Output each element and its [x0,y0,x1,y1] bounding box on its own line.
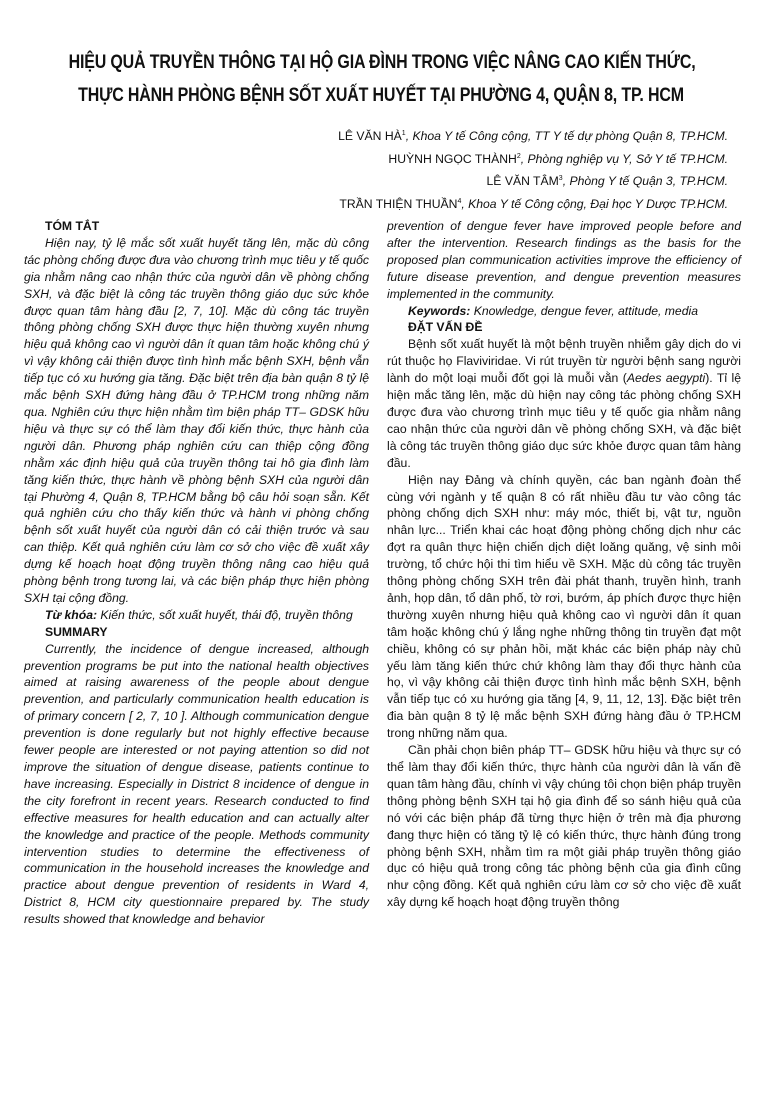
author-2 [338,147,728,170]
author-4 [338,192,728,215]
author-1 [338,124,728,147]
left-column [24,218,369,928]
abstract-en-heading: SUMMARY [45,624,108,639]
keywords-en-text: Knowledge, dengue fever, attitude, media [470,303,698,318]
author-affiliation: , Phòng nghiệp vụ Y, Sở Y tế TP.HCM. [520,151,728,166]
keywords-vi [24,607,369,624]
paper-title [69,46,694,112]
abstract-vi-heading: TÓM TẮT [45,219,100,233]
author-superscript: 3 [558,175,563,183]
abstract-en-body-left: Currently, the incidence of dengue increased, although prevention programs be put into the national health objectives aimed at raising awareness of the people about dengue prevention, and particularly communication health education is of primary concern [ 2, 7, 10 ]. Although communication dengue prevention is done regularly but not highly effective because fewer people are interested or not paying attention so did not improve the situation of dengue disease, patients continue to have increasing. Especially in District 8 incidence of dengue in the city forefront in recent years. Research conducted to find effective measures for health education and can actually alter the knowledge and practice of the people. Methods community intervention studies to determine the effectiveness of communication in the household increases the knowledge and practice about dengue prevention of residents in Ward 4, District 8, HCM city questionnaire prepared by. The study results showed that knowledge and behavior [24,641,369,927]
author-superscript: 4 [457,197,462,205]
keywords-vi-text: Kiến thức, sốt xuất huyết, thái độ, truyền thông [97,607,353,622]
introduction-paragraph-3: Cần phải chọn biên pháp TT– GDSK hữu hiệu và thực sự có thể làm thay đổi kiến thức, thực hành của người dân là vấn đề quan tâm hàng đầu, chính vì vậy chúng tôi chọn biện pháp truyền thông phòng bệnh SXH tại hộ gia đình để so sánh hiệu quả của nó với các biện pháp đã từng thực hiện ở trên mà địa phương đang thực hiện có tăng tỷ lệ có kiến thức, thực hành đúng trong phòng bệnh SXH, nhằm tìm ra một giải pháp truyền thông giáo dục có hiệu quả trong công tác phòng bệnh của gia đình cũng như cộng đồng. Kết quả nghiên cứu làm cơ sở cho việc đề xuất xây dựng kế hoạch hoạt động truyền thông [387,743,741,910]
intro-p1-species: Aedes aegypti [626,371,706,386]
introduction-paragraph-2: Hiện nay Đảng và chính quyền, các ban ngành đoàn thể cùng với ngành y tế quận 8 có rất nhiều đầu tư vào công tác phòng chống dịch SXH như: máy móc, thiết bị, vật tư, nguồn nhân lực... Triển khai các hoạt động phòng chống dịch như các đợt ra quân thực hiện chiến dịch diệt loăng quăng, vệ sinh môi trường, tổ chức hội thi tìm hiểu về SXH. Mặc dù công tác truyền thông phòng chống SXH trên đài phát thanh, truyền hình, tranh ảnh, họp dân, tổ dân phố, tờ rơi, bướm, áp phích được thực hiện thường xuyên nhưng hiệu quả không cao vì người dân ít quan tâm hoặc không chú ý lắng nghe những thông tin truyền đạt một chiều, không có sự phản hồi, mặt khác các biện pháp này chủ yếu làm tăng kiến thức chứ không làm thay đổi thực hành của họ, vì vậy không cải thiện được tình hình mắc bệnh SXH, bệnh vẫn tiếp tục có xu hướng gia tăng [4, 9, 11, 12, 13]. Đặc biệt trên đia bàn quận 8 tỷ lệ mắc bệnh SXH đứng hàng đầu ở TP.HCM trong những năm qua. [387,472,741,741]
author-name: LÊ VĂN HÀ [338,129,402,144]
keywords-en-label: Keywords: [408,303,471,318]
introduction-heading: ĐẶT VẤN ĐỀ [408,320,483,335]
intro-p1-before: Bệnh sốt xuất huyết là một bệnh truyền nhiễm gây dịch do vi rút thuộc họ Flaviviridae. Vi rút truyền từ người bệnh sang người lành do một loại muỗi đốt gọi là muỗi vằn ( [387,337,741,386]
intro-p1-after: ). Tỉ lệ hiện mắc tăng lên, mặc dù hiện nay công tác phòng chống SXH được đưa vào chương trình mục tiêu y tế quốc gia nhằm nâng cao nhận thức của người dân về phòng chống SXH, và đặc biệt là công tác truyền thông giáo dục sức khỏe được quan tâm hàng đầu. [387,371,742,470]
title-line-1: HIỆU QUẢ TRUYỀN THÔNG TẠI HỘ GIA ĐÌNH TRONG VIỆC NÂNG CAO KIẾN THỨC, [68,51,696,73]
author-name: TRẦN THIỆN THUẦN [339,196,458,211]
author-superscript: 1 [401,130,406,137]
author-affiliation: , Khoa Y tế Công cộng, Đại học Y Dược TP.HCM. [461,196,728,211]
author-affiliation: , Khoa Y tế Công cộng, TT Y tế dự phòng Quận 8, TP.HCM. [405,129,728,144]
author-3 [338,169,728,192]
keywords-vi-label: Từ khóa: [45,607,98,622]
right-column [387,218,741,911]
author-list [338,124,728,214]
abstract-vi-body: Hiện nay, tỷ lệ mắc sốt xuất huyết tăng lên, mặc dù công tác phòng chống được đưa vào chương trình mục tiêu y tế quốc gia nhằm nâng cao nhận thức của người dân về phòng chống SXH, và đặc biệt là công tác truyền thông giáo dục sức khỏe được quan tâm hàng đầu [2, 7, 10]. Mặc dù công tác truyền thông phòng chống SXH được thực hiện thường xuyên nhưng hiệu quả không cao vì người dân ít quan tâm hoặc không chú ý vì vậy không cải thiện được tình hình mắc bệnh SXH, bệnh vẫn tiếp tục có xu hướng gia tăng. Đặc biệt trên địa bàn quận 8 tỷ lệ mắc bệnh SXH đứng hàng đầu ở TP.HCM trong những năm qua. Nghiên cứu thực hiện nhằm tìm biện pháp TT– GDSK hữu hiệu và thực sự có thể làm thay đổi kiến thức, thực hành của người dân. Phương pháp nghiên cứu can thiệp cộng đồng nhằm xác định hiệu quả của truyền thông tai hô gia đình làm tăng kiến thức, thực hành về phòng bệnh SXH của người dân tại Phường 4, Quận 8, TP.HCM bằng bộ câu hỏi soạn sẵn. Kết quả nghiên cứu cho thấy kiến thức và hành vi phòng chống bệnh sốt xuất huyết của người dân có cải thiện trước và sau can thiệp. Kết quả nghiên cứu làm cơ sở cho việc đề xuất xây dựng kế hoạch hoạt động truyền thông nâng cao hiệu quả phòng bệnh trong tương lai, và các biện pháp thực hiện phòng SXH tại cộng đồng. [24,235,369,605]
introduction-paragraph-1 [387,336,741,471]
author-affiliation: , Phòng Y tế Quận 3, TP.HCM. [562,174,728,189]
author-name: LÊ VĂN TÂM [486,174,559,189]
author-superscript: 2 [516,152,521,160]
abstract-en-body-right: prevention of dengue fever have improved people before and after the intervention. Research findings as the basis for the proposed plan communication activities improve the efficiency of future disease prevention, and dengue prevention measures implemented in the community. [387,219,741,301]
title-line-2: THỰC HÀNH PHÒNG BỆNH SỐT XUẤT HUYẾT TẠI PHƯỜNG 4, QUẬN 8, TP. HCM [78,84,684,106]
author-name: HUỲNH NGỌC THÀNH [388,151,517,166]
keywords-en [387,303,741,320]
